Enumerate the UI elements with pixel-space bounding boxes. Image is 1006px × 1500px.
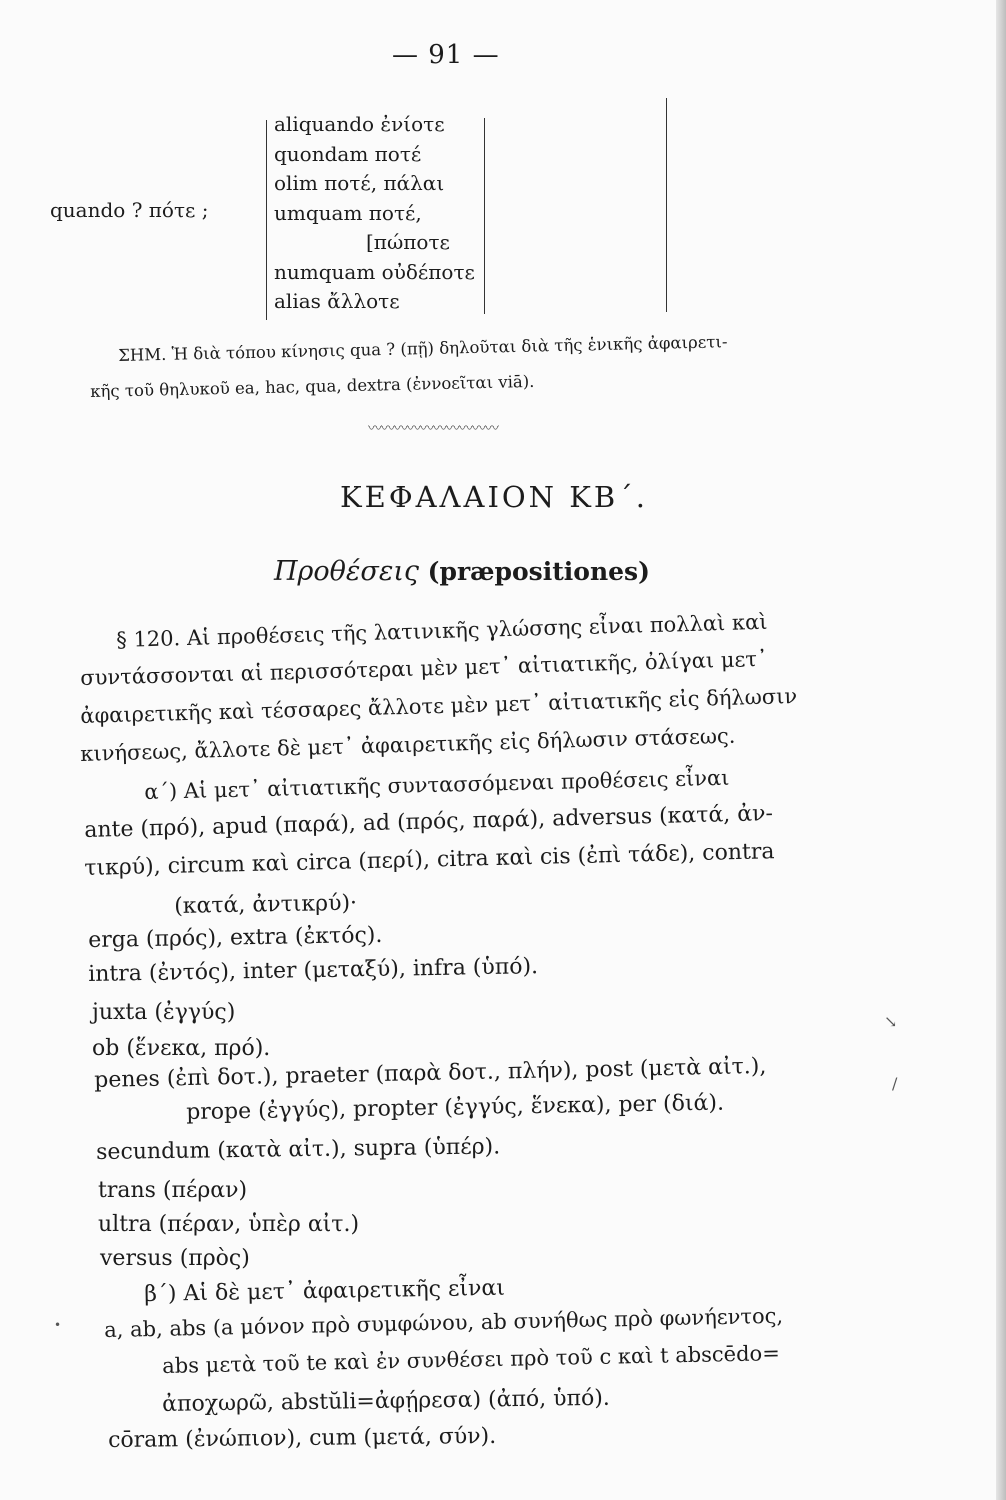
text-line: intra (ἐντός), inter (μεταξύ), infra (ὑπό). (88, 954, 539, 987)
outer-bracket-line (666, 98, 667, 312)
text-line: κινήσεως, ἄλλοτε δὲ μετ᾽ ἀφαιρετικῆς εἰς δήλωσιν στάσεως. (80, 723, 736, 766)
stray-mark: • (54, 1318, 62, 1332)
text-line: prope (ἐγγύς), propter (ἐγγύς, ἕνεκα), per (διά). (186, 1090, 725, 1125)
text-line: ante (πρό), apud (παρά), ad (πρός, παρά), adversus (κατά, ἀν- (84, 801, 774, 843)
note-line: κῆς τοῦ θηλυκοῦ ea, hac, qua, dextra (ἐννοεῖται viā). (90, 371, 535, 401)
text-line: ultra (πέραν, ὑπὲρ αἰτ.) (98, 1212, 360, 1237)
text-line: versus (πρὸς) (100, 1246, 250, 1271)
text-line: cōram (ἐνώπιον), cum (μετά, σύν). (108, 1423, 497, 1453)
note-line: ΣΗΜ. Ἡ διὰ τόπου κίνησις qua ? (πῇ) δηλοῦται διὰ τῆς ἑνικῆς ἀφαιρετι- (118, 332, 728, 365)
list-item: olim ποτέ, πάλαι (274, 171, 445, 195)
text-line: α΄) Αἱ μετ᾽ αἰτιατικῆς συντασσόμεναι προθέσεις εἶναι (144, 765, 730, 804)
correlative-list (274, 110, 475, 317)
stray-mark: / (892, 1074, 898, 1093)
text-line: (κατά, ἀντικρύ)· (174, 890, 358, 919)
left-bracket-line (266, 120, 267, 320)
question-label: quando ? πότε ; (50, 198, 209, 222)
text-line: β΄) Αἱ δὲ μετ᾽ ἀφαιρετικῆς εἶναι (144, 1275, 506, 1307)
text-line: τικρύ), circum καὶ circa (περί), citra καὶ cis (ἐπὶ τάδε), contra (84, 839, 775, 881)
stray-mark: ↘ (884, 1012, 898, 1031)
text-line: erga (πρός), extra (ἐκτός). (88, 922, 383, 953)
text-line: penes (ἐπὶ δοτ.), praeter (παρὰ δοτ., πλήν), post (μετὰ αἰτ.), (94, 1053, 767, 1093)
list-item: umquam ποτέ, (274, 200, 422, 225)
text-line: ἀφαιρετικῆς καὶ τέσσαρες ἄλλοτε μὲν μετ᾽ αἰτιατικῆς εἰς δήλωσιν (80, 683, 798, 728)
list-item: aliquando ἐνίοτε (274, 112, 445, 136)
list-item: numquam οὐδέποτε (274, 259, 475, 284)
list-item: alias ἄλλοτε (274, 289, 400, 313)
text-line: § 120. Αἱ προθέσεις τῆς λατινικῆς γλώσσης εἶναι πολλαὶ καὶ (116, 609, 768, 652)
text-line: abs μετὰ τοῦ te καὶ ἐν συνθέσει πρὸ τοῦ c καὶ t abscēdo= (162, 1341, 781, 1378)
ornament-divider: 〰〰〰〰〰〰〰〰〰〰 (368, 421, 498, 437)
text-line: ob (ἕνεκα, πρό). (92, 1036, 271, 1061)
text-line: συντάσσονται αἱ περισσότεραι μὲν μετ᾽ αἰτιατικῆς, ὀλίγαι μετ᾽ (80, 646, 768, 690)
text-line: ἀποχωρῶ, abstŭli=ἀφῄρεσα) (ἀπό, ὑπό). (162, 1385, 611, 1417)
text-line: secundum (κατὰ αἰτ.), supra (ὑπέρ). (96, 1134, 501, 1165)
subtitle-greek: Προθέσεις (274, 556, 420, 587)
text-line: juxta (ἐγγύς) (92, 1000, 236, 1025)
list-item: [πώποτε (366, 230, 450, 254)
list-item: quondam ποτέ (274, 141, 422, 166)
right-bracket-line (484, 118, 485, 314)
text-line: a, ab, abs (a μόνον πρὸ συμφώνου, ab συνήθως πρὸ φωνήεντος, (104, 1303, 784, 1342)
page-edge (996, 0, 1006, 1500)
subtitle-latin: (præpositiones) (427, 557, 650, 586)
chapter-subtitle (274, 556, 650, 587)
text-line: trans (πέραν) (98, 1178, 248, 1203)
chapter-title: ΚΕΦΑΛΑΙΟΝ ΚΒ΄. (340, 480, 648, 514)
page-number: — 91 — (392, 40, 500, 70)
